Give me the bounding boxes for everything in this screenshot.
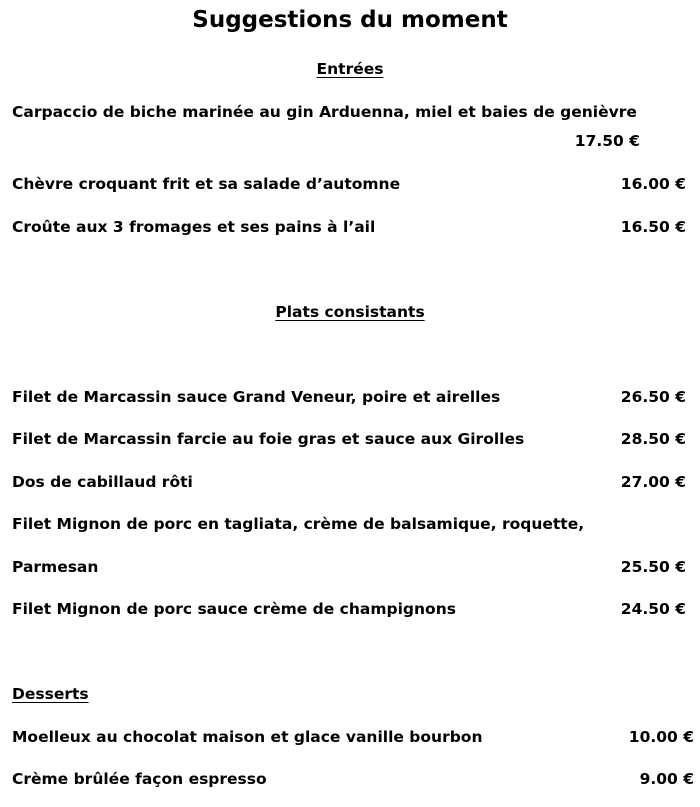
menu-item-price: 28.50 € [620, 430, 686, 448]
menu-item-name-continued: Parmesan [12, 558, 99, 576]
menu-item-name: Croûte aux 3 fromages et ses pains à l’ail [12, 218, 376, 236]
section-heading-desserts: Desserts [12, 685, 89, 703]
menu-item-price: 24.50 € [620, 600, 686, 618]
menu-item-name: Filet Mignon de porc en tagliata, crème de balsamique, roquette, [12, 515, 585, 533]
menu-item-name: Carpaccio de biche marinée au gin Arduenna, miel et baies de genièvre [12, 103, 637, 121]
menu-item-price: 16.50 € [620, 218, 686, 236]
menu-item-name: Crème brûlée façon espresso [12, 770, 267, 788]
page-title: Suggestions du moment [192, 7, 508, 33]
menu-item-name: Moelleux au chocolat maison et glace vanille bourbon [12, 728, 483, 746]
menu-item-price: 9.00 € [639, 770, 694, 788]
menu-item-price: 16.00 € [620, 175, 686, 193]
menu-item-name: Chèvre croquant frit et sa salade d’automne [12, 175, 401, 193]
menu-item-price: 10.00 € [628, 728, 694, 746]
menu-item-name: Dos de cabillaud rôti [12, 473, 193, 491]
menu-item-price: 27.00 € [620, 473, 686, 491]
section-heading-plats: Plats consistants [275, 303, 425, 321]
menu-item-price: 25.50 € [620, 558, 686, 576]
menu-item-price: 26.50 € [620, 388, 686, 406]
menu-item-name: Filet de Marcassin farcie au foie gras et sauce aux Girolles [12, 430, 525, 448]
section-heading-entrees: Entrées [316, 60, 384, 78]
menu-item-name: Filet de Marcassin sauce Grand Veneur, poire et airelles [12, 388, 501, 406]
menu-item-price: 17.50 € [574, 132, 640, 150]
menu-item-name: Filet Mignon de porc sauce crème de champignons [12, 600, 456, 618]
